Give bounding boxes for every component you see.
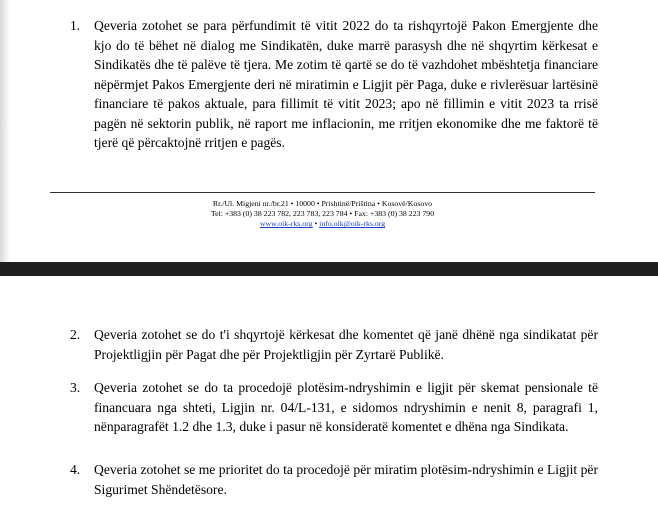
- list-item-2: [70, 325, 598, 364]
- list-item-text: Qeveria zotohet se do t'i shqyrtojë kërkesat dhe komentet që janë dhënë nga sindikatat për Projektligjin për Pagat dhe për Projektligjin për Zyrtarë Publikë.: [94, 327, 598, 362]
- list-item-number: 2.: [70, 327, 81, 342]
- document-page-bottom: [0, 276, 658, 518]
- list-item-text: Qeveria zotohet se me prioritet do ta procedojë për miratim plotësim-ndryshimin e Ligjit për Sigurimet Shëndetësore.: [94, 462, 598, 497]
- footer-phone: Tel: +383 (0) 38 223 782, 223 783, 223 784 • Fax: +383 (0) 38 223 790: [210, 209, 435, 219]
- list-item-number: 1.: [70, 18, 81, 33]
- list-item-3: [70, 378, 598, 437]
- footer-links: [50, 219, 595, 229]
- email-link[interactable]: info.oik@oik-rks.org: [319, 219, 386, 229]
- list-item-4: [70, 460, 598, 499]
- footer-divider: [50, 192, 595, 193]
- footer-link-separator: •: [312, 219, 320, 229]
- page-footer: [50, 199, 595, 230]
- footer-address: Rr./Ul. Migjeni nr./br.21 • 10000 • Prishtinë/Priština • Kosovë/Kosovo: [212, 199, 433, 208]
- list-item-text: Qeveria zotohet se do ta procedojë plotësim-ndryshimin e ligjit për skemat pensionale të financuara nga shteti, Ligjin nr. 04/L-131, e sidomos ndryshimin e nenit 8, paragrafi 1, nënparagrafët 1.2 dhe 1.3, duke i pasur në konsideratë komentet e dhëna nga Sindikata.: [94, 380, 598, 434]
- list-item-number: 4.: [70, 462, 81, 477]
- website-link[interactable]: www.oik-rks.org: [259, 219, 313, 229]
- list-item-number: 3.: [70, 380, 81, 395]
- list-item-text: Qeveria zotohet se para përfundimit të vitit 2022 do ta rishqyrtojë Pakon Emergjente dhe kjo do të bëhet në dialog me Sindikatën, duke marrë parasysh dhe në shqyrtim kërkesat e Sindikatës dhe të palëve të tjera. Me zotim të qartë se do të vazhdohet mbështetja financiare nëpërmjet Pakos Emergjente deri në miratimin e Ligjit për Paga, duke e rivlerësuar lartësinë financiare të pakos aktuale, para fillimit të vitit 2023; apo në fillimin e vitit 2023 ta rrisë pagën në sektorin publik, në raport me inflacionin, me rritjen ekonomike dhe me faktorë të tjerë që përcaktojnë rritjen e pagës.: [94, 18, 598, 150]
- page-edge-shadow: [0, 0, 10, 262]
- page-break-bar: [0, 262, 658, 276]
- list-item-1: [70, 16, 598, 153]
